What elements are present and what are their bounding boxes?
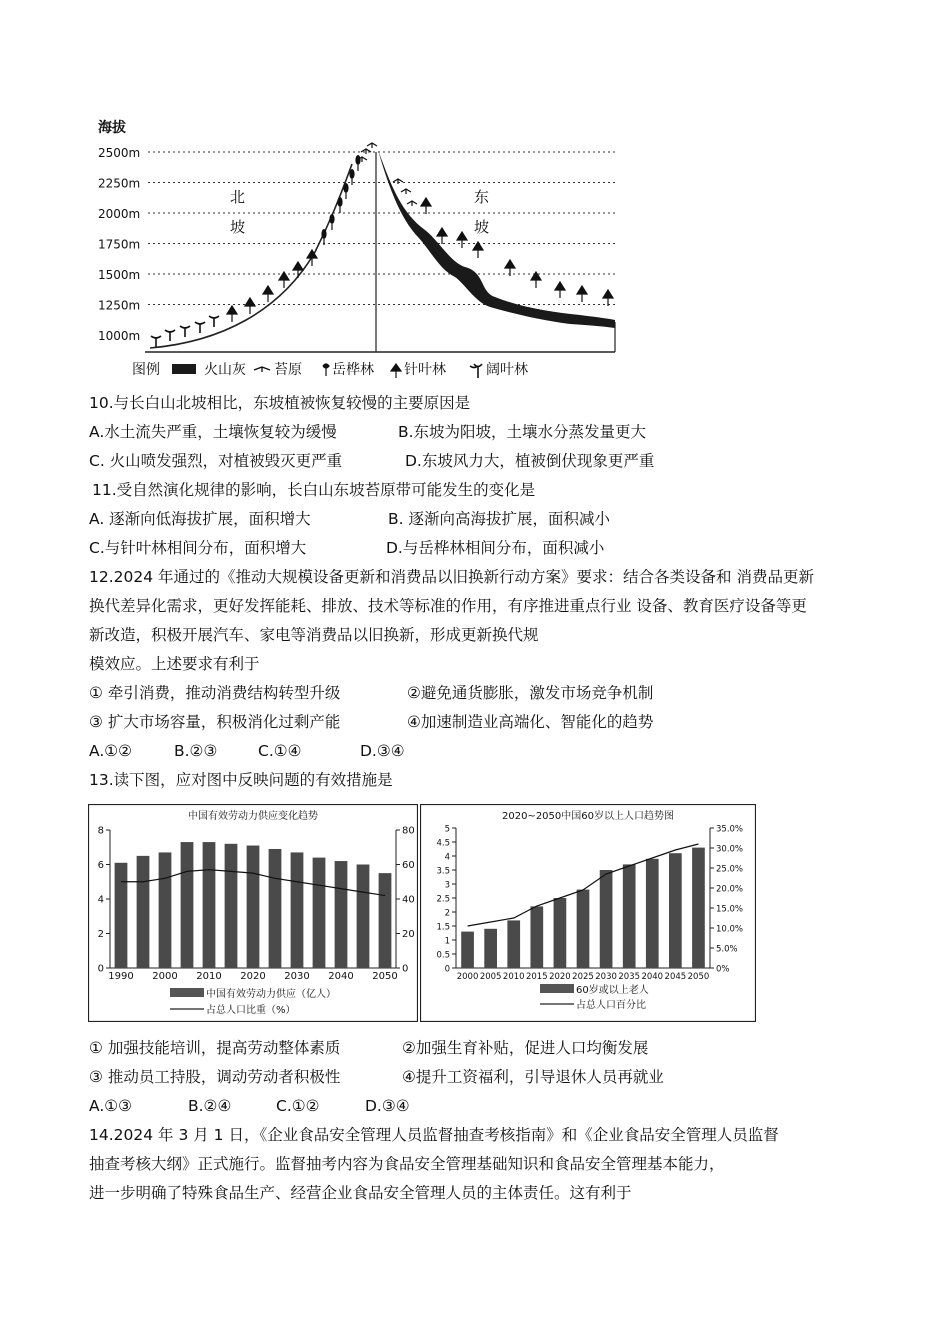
q11-option-c: C.与针叶林相间分布，面积增大 — [89, 539, 307, 557]
east-slope-label-2: 坡 — [474, 218, 490, 236]
x-tick-label: 2020 — [240, 971, 266, 982]
bar — [600, 870, 613, 968]
bar — [530, 906, 543, 968]
bar — [269, 849, 282, 968]
bar — [379, 873, 392, 968]
chart-a-title: 中国有效劳动力供应变化趋势 — [188, 811, 318, 822]
right-tick-label: 30.0% — [716, 844, 744, 855]
bar — [484, 929, 497, 968]
conifer-symbol — [293, 262, 303, 278]
altitude-tick-label: 1750m — [98, 237, 141, 252]
q12-statement-2: ②避免通货膨胀，激发市场竞争机制 — [407, 684, 654, 702]
bar — [247, 846, 260, 968]
left-tick-label: 4.5 — [436, 838, 450, 849]
chart-a-legend-bar-swatch — [170, 988, 204, 997]
broadleaf-symbol — [165, 330, 175, 341]
bar — [507, 920, 520, 968]
q11-stem: 11.受自然演化规律的影响，长白山东坡苔原带可能发生的变化是 — [92, 481, 536, 499]
q12-statement-4: ④加速制造业高端化、智能化的趋势 — [407, 713, 654, 731]
x-tick-label: 2020 — [549, 972, 571, 982]
q10-stem: 10.与长白山北坡相比，东坡植被恢复较慢的主要原因是 — [89, 394, 471, 412]
x-tick-label: 2040 — [328, 971, 354, 982]
q12-statement-3: ③ 扩大市场容量，积极消化过剩产能 — [89, 713, 341, 731]
east-slope-ash-band — [378, 150, 615, 328]
conifer-symbol — [279, 272, 289, 288]
conifer-legend-icon — [391, 364, 401, 378]
x-tick-label: 2030 — [284, 971, 310, 982]
bar — [203, 842, 216, 968]
q13-option-b: B.②④ — [188, 1097, 232, 1115]
altitude-tick-label: 1500m — [98, 268, 141, 282]
right-tick-label: 20 — [402, 929, 415, 940]
q14-text-line-3: 进一步明确了特殊食品生产、经营企业食品安全管理人员的主体责任。这有利于 — [89, 1184, 632, 1202]
left-tick-label: 5 — [444, 824, 450, 835]
chart-a-legend-line: 占总人口比重（%） — [206, 1005, 296, 1016]
q13-option-d: D.③④ — [365, 1097, 410, 1115]
left-tick-label: 1.5 — [436, 922, 450, 933]
q12-option-d: D.③④ — [360, 742, 405, 760]
east-slope-label-1: 东 — [474, 188, 490, 206]
conifer-symbol — [457, 232, 467, 248]
legend-broadleaf: 阔叶林 — [486, 362, 528, 378]
left-tick-label: 0 — [97, 963, 104, 975]
q11-option-a: A. 逐渐向低海拔扩展，面积增大 — [89, 510, 311, 528]
left-tick-label: 4 — [444, 852, 450, 863]
x-tick-label: 1990 — [108, 971, 134, 982]
conifer-symbol — [473, 242, 483, 258]
conifer-symbol — [555, 282, 565, 298]
altitude-ticks — [98, 146, 140, 343]
x-tick-label: 2025 — [572, 972, 594, 982]
tundra-symbol — [367, 143, 377, 148]
broadleaf-symbol — [209, 316, 219, 327]
tundra-symbol — [407, 201, 417, 206]
bar — [159, 852, 172, 968]
q11-option-b: B. 逐渐向高海拔扩展，面积减小 — [388, 510, 610, 528]
bar — [115, 863, 128, 968]
left-tick-label: 1 — [444, 936, 450, 947]
bar — [137, 856, 150, 968]
x-tick-label: 2005 — [479, 972, 502, 982]
x-tick-label: 2000 — [456, 972, 479, 982]
x-tick-label: 2015 — [525, 972, 548, 982]
right-tick-label: 80 — [402, 825, 415, 837]
labor-supply-chart — [88, 804, 418, 1022]
q14-text-line-2: 抽查考核大纲》正式施行。监督抽考内容为食品安全管理基础知识和食品安全管理基本能力， — [89, 1155, 725, 1173]
tundra-symbol — [393, 179, 403, 184]
right-tick-label: 10.0% — [716, 924, 744, 935]
chart-b-legend-bar-swatch — [540, 984, 574, 993]
x-tick-label: 2030 — [595, 972, 617, 982]
bar — [669, 853, 682, 968]
altitude-axis-label: 海拔 — [98, 120, 126, 136]
bar — [313, 858, 326, 968]
left-tick-label: 6 — [97, 860, 104, 871]
conifer-symbol — [227, 306, 237, 322]
left-tick-label: 0 — [444, 964, 450, 975]
right-tick-label: 40 — [402, 894, 415, 906]
bar — [357, 865, 370, 969]
left-tick-label: 2 — [97, 929, 104, 940]
bar — [623, 864, 636, 968]
bar — [225, 844, 238, 968]
left-tick-label: 2 — [444, 908, 450, 919]
chart-b-legend-bars: 60岁或以上老人 — [576, 985, 649, 996]
legend-birch: 岳桦林 — [332, 362, 374, 378]
x-tick-label: 2045 — [664, 972, 687, 982]
q12-text-line-3: 新改造，积极开展汽车、家电等消费品以旧换新，形成更新换代规 — [89, 626, 539, 644]
q14-text-line-1: 14.2024 年 3 月 1 日，《企业食品安全管理人员监督抽查考核指南》和《企业食品安全管理人员监督 — [89, 1126, 779, 1144]
conifer-symbol — [437, 228, 447, 244]
chart-b-legend-line: 占总人口百分比 — [576, 1000, 646, 1011]
tundra-symbol — [361, 149, 371, 154]
q12-text-line-2: 换代差异化需求，更好发挥能耗、排放、技术等标准的作用，有序推进重点行业 设备、教育医疗设备等更 — [89, 597, 807, 615]
conifer-symbol — [421, 198, 431, 214]
elderly-population-chart — [420, 804, 756, 1022]
birch-symbol — [321, 229, 326, 239]
right-tick-label: 15.0% — [716, 904, 744, 915]
right-tick-label: 0 — [402, 963, 409, 975]
legend-conifer: 针叶林 — [404, 362, 446, 378]
left-tick-label: 2.5 — [436, 894, 450, 905]
q10-option-d: D.东坡风力大，植被倒伏现象更严重 — [405, 452, 655, 470]
tundra-legend-icon — [254, 367, 270, 372]
bar — [646, 859, 659, 968]
north-slope-label-1: 北 — [230, 188, 246, 206]
x-tick-label: 2035 — [618, 972, 641, 982]
bar — [692, 848, 705, 968]
right-tick-label: 25.0% — [716, 864, 744, 875]
altitude-tick-label: 1250m — [98, 298, 141, 313]
north-slope-curve — [150, 164, 352, 348]
q12-option-c: C.①④ — [258, 742, 302, 760]
birch-symbol — [343, 183, 348, 193]
conifer-symbol — [577, 286, 587, 302]
right-tick-label: 60 — [402, 860, 415, 871]
x-tick-label: 2010 — [502, 972, 525, 982]
broadleaf-symbol — [180, 326, 190, 337]
tundra-symbol — [401, 189, 411, 194]
q13-option-a: A.①③ — [89, 1097, 133, 1115]
x-tick-label: 2010 — [196, 971, 222, 982]
left-tick-label: 3.5 — [436, 866, 450, 877]
q11-option-d: D.与岳桦林相间分布，面积减小 — [386, 539, 605, 557]
q10-option-c: C. 火山喷发强烈，对植被毁灭更严重 — [89, 452, 343, 470]
north-slope-label-2: 坡 — [230, 218, 246, 236]
right-tick-label: 5.0% — [716, 944, 738, 955]
x-tick-label: 2050 — [687, 972, 710, 982]
left-tick-label: 0.5 — [436, 950, 450, 961]
q12-text-line-4: 模效应。上述要求有利于 — [89, 655, 260, 673]
bar — [461, 932, 474, 968]
q13-statement-3: ③ 推动员工持股，调动劳动者积极性 — [89, 1068, 341, 1086]
q13-option-c: C.①② — [276, 1097, 320, 1115]
q12-statement-1: ① 牵引消费，推动消费结构转型升级 — [89, 684, 341, 702]
vegetation-profile-figure — [90, 112, 650, 384]
bar — [554, 898, 567, 968]
right-tick-label: 20.0% — [716, 884, 744, 895]
q12-option-a: A.①② — [89, 742, 133, 760]
altitude-tick-label: 2000m — [98, 207, 141, 221]
broadleaf-symbol — [151, 336, 161, 347]
q13-statement-4: ④提升工资福利，引导退休人员再就业 — [402, 1068, 664, 1086]
x-tick-label: 2050 — [372, 971, 398, 982]
chart-b-title: 2020~2050中国60岁以上人口趋势图 — [501, 811, 675, 822]
legend-title: 图例 — [132, 362, 160, 378]
conifer-symbol — [263, 286, 273, 302]
q12-text-line-1: 12.2024 年通过的《推动大规模设备更新和消费品以旧换新行动方案》要求：结合各类设备和 消费品更新 — [89, 568, 814, 586]
x-tick-label: 2000 — [152, 971, 178, 982]
birch-symbol — [337, 197, 342, 207]
right-tick-label: 0% — [716, 964, 730, 975]
legend-volcanic-ash: 火山灰 — [204, 362, 246, 378]
left-tick-label: 3 — [444, 880, 450, 891]
legend-tundra: 苔原 — [274, 362, 302, 378]
left-tick-label: 4 — [97, 894, 104, 906]
q13-statement-1: ① 加强技能培训，提高劳动整体素质 — [89, 1039, 341, 1057]
q12-option-b: B.②③ — [174, 742, 218, 760]
right-tick-label: 35.0% — [716, 824, 744, 835]
birch-symbol — [349, 169, 354, 179]
q13-statement-2: ②加强生育补贴，促进人口均衡发展 — [402, 1039, 649, 1057]
altitude-gridlines — [148, 152, 615, 305]
birch-legend-icon — [323, 364, 329, 376]
volcanic-ash-legend-swatch — [172, 364, 196, 374]
conifer-symbol — [245, 298, 255, 314]
figure1-legend — [132, 361, 528, 378]
q10-option-b: B.东坡为阳坡，土壤水分蒸发量更大 — [398, 423, 647, 441]
q10-option-a: A.水土流失严重，土壤恢复较为缓慢 — [89, 423, 337, 441]
bar — [335, 861, 348, 968]
bar — [291, 852, 304, 968]
left-tick-label: 8 — [97, 825, 104, 837]
bar — [577, 890, 590, 968]
q13-stem: 13.读下图，应对图中反映问题的有效措施是 — [89, 771, 393, 789]
conifer-symbol — [603, 290, 613, 306]
chart-a-legend-bars: 中国有效劳动力供应（亿人） — [206, 989, 336, 1000]
bar — [181, 842, 194, 968]
broadleaf-legend-icon — [470, 364, 482, 378]
broadleaf-symbol — [195, 322, 205, 333]
altitude-tick-label: 1000m — [98, 329, 141, 343]
birch-symbol — [329, 214, 334, 224]
x-tick-label: 2040 — [641, 972, 664, 982]
altitude-tick-label: 2250m — [98, 176, 141, 191]
altitude-tick-label: 2500m — [98, 146, 141, 160]
